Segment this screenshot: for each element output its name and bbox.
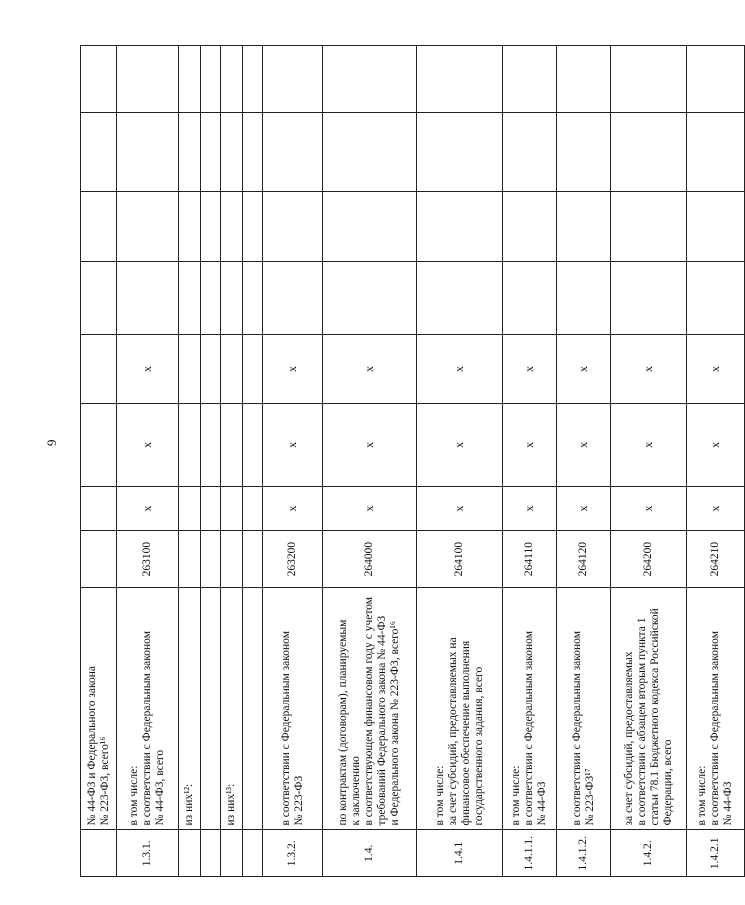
row-number-cell [221,830,243,877]
value-cell: x [323,335,417,404]
value-cell [503,262,557,335]
value-cell [117,112,179,191]
value-cell [243,46,263,113]
page-number: 9 [44,439,59,446]
table-row [201,46,221,877]
table-row [243,46,263,877]
value-cell [611,112,687,191]
row-code-cell: 263200 [263,531,323,588]
value-cell [201,262,221,335]
description-line: № 44-ФЗ [722,781,734,826]
description-line: к заключению [350,756,362,826]
row-description-cell [179,587,201,830]
row-description-cell [687,587,745,830]
value-cell: x [557,486,611,530]
value-cell [417,262,503,335]
row-code-cell [179,531,201,588]
row-description-cell [323,587,417,830]
description-line: № 44-ФЗ и Федерального закона [85,666,98,826]
value-cell [221,335,243,404]
table-row [263,46,323,877]
value-cell: x [687,403,745,486]
value-cell [243,112,263,191]
value-cell [179,112,201,191]
description-line: из них¹²: [183,783,195,826]
value-cell [243,191,263,262]
row-code-cell [81,531,117,588]
value-cell [221,191,243,262]
value-cell: x [263,335,323,404]
row-description-cell [503,587,557,830]
row-code-cell: 264200 [611,531,687,588]
value-cell [323,191,417,262]
table-row [221,46,243,877]
row-number-cell [201,830,221,877]
description-line: № 44-ФЗ [536,781,548,826]
row-number-cell: 1.4.1.1. [503,830,557,877]
value-cell [557,46,611,113]
description-line: № 223-ФЗ, всего¹⁶ [98,736,111,826]
table-row [179,46,201,877]
value-cell [263,262,323,335]
row-number-cell: 1.4.2. [611,830,687,877]
description-line: в том числе: [433,765,446,826]
report-table [80,45,745,877]
value-cell [179,335,201,404]
description-line: из них¹³: [225,783,237,826]
description-line: № 223-ФЗ [292,775,305,826]
value-cell [179,262,201,335]
description-line: в том числе: [510,765,522,826]
value-cell [687,262,745,335]
value-cell: x [611,486,687,530]
row-code-cell: 264120 [557,531,611,588]
value-cell [503,46,557,113]
value-cell [201,403,221,486]
description-line: в том числе: [696,765,708,826]
value-cell [201,191,221,262]
value-cell [243,335,263,404]
row-description-cell [611,587,687,830]
value-cell [323,112,417,191]
row-number-cell [243,830,263,877]
value-cell [417,46,503,113]
value-cell: x [611,403,687,486]
value-cell: x [557,335,611,404]
row-description-cell [557,587,611,830]
value-cell: x [117,403,179,486]
value-cell: x [417,403,503,486]
row-description-cell [243,587,263,830]
row-code-cell: 264110 [503,531,557,588]
table-row [557,46,611,877]
description-line: и Федерального закона № 223-ФЗ, всего¹⁶ [389,621,401,826]
value-cell [323,46,417,113]
row-number-cell: 1.3.1. [117,830,179,877]
value-cell: x [263,486,323,530]
value-cell [263,46,323,113]
value-cell [323,262,417,335]
value-cell: x [417,486,503,530]
value-cell [557,112,611,191]
value-cell: x [503,403,557,486]
value-cell: x [557,403,611,486]
value-cell [179,191,201,262]
row-number-cell: 1.4. [323,830,417,877]
row-number-cell [179,830,201,877]
row-number-cell: 1.3.2. [263,830,323,877]
value-cell [81,486,117,530]
description-line: требований Федерального закона № 44-ФЗ [376,615,388,826]
description-line: в соответствии с абзацем вторым пункта 1 [635,617,648,826]
value-cell [557,191,611,262]
value-cell [81,335,117,404]
value-cell [557,262,611,335]
row-number-cell: 1.4.1.2. [557,830,611,877]
row-description-cell [81,587,117,830]
description-line: в соответствии с Федеральным законом [279,631,292,826]
table-row [611,46,687,877]
value-cell [611,191,687,262]
value-cell: x [117,335,179,404]
description-line: за счет субсидий, предоставляемых [622,651,635,826]
row-number-cell [81,830,117,877]
value-cell [117,46,179,113]
description-line: в том числе: [128,765,140,826]
value-cell: x [263,403,323,486]
value-cell: x [323,486,417,530]
row-code-cell: 263100 [117,531,179,588]
description-line: в соответствии с Федеральным законом [141,631,153,826]
value-cell [687,112,745,191]
value-cell [81,191,117,262]
description-line: № 223-ФЗ¹⁷ [583,768,596,826]
value-cell [201,335,221,404]
value-cell [201,486,221,530]
description-line: № 44-ФЗ, всего [154,749,166,826]
row-description-cell [221,587,243,830]
value-cell: x [417,335,503,404]
description-line: в соответствии с Федеральным законом [570,631,583,826]
description-line: по контрактам (договорам), планируемым [337,619,349,826]
value-cell [201,46,221,113]
value-cell [687,191,745,262]
value-cell: x [503,335,557,404]
row-number-cell: 1.4.2.1 [687,830,745,877]
value-cell [221,46,243,113]
rotated-table-wrapper [80,45,734,877]
value-cell: x [503,486,557,530]
value-cell [417,112,503,191]
value-cell [117,262,179,335]
value-cell [201,112,221,191]
value-cell [117,191,179,262]
table-row [81,46,117,877]
table-row [417,46,503,877]
description-line: государственного задания, всего [472,666,485,826]
value-cell [503,191,557,262]
table-row [323,46,417,877]
value-cell: x [323,403,417,486]
value-cell: x [611,335,687,404]
description-line: в соответствии с Федеральным законом [709,631,721,826]
row-code-cell [243,531,263,588]
value-cell [243,403,263,486]
row-code-cell [201,531,221,588]
table-row [687,46,745,877]
value-cell [503,112,557,191]
description-line: в соответствующем финансовом году с учетом [363,596,375,826]
value-cell [611,262,687,335]
description-line: в соответствии с Федеральным законом [523,631,535,826]
value-cell [263,191,323,262]
row-description-cell [117,587,179,830]
value-cell [179,403,201,486]
value-cell: x [117,486,179,530]
row-code-cell: 264000 [323,531,417,588]
value-cell [687,46,745,113]
description-line: статьи 78.1 Бюджетного кодекса Российской [648,608,661,826]
value-cell [243,486,263,530]
row-code-cell [221,531,243,588]
table-row [503,46,557,877]
value-cell [263,112,323,191]
value-cell [221,112,243,191]
value-cell [81,46,117,113]
row-code-cell: 264100 [417,531,503,588]
description-line: за счет субсидий, предоставляемых на [446,637,459,826]
row-description-cell [417,587,503,830]
value-cell [417,191,503,262]
table-body [81,46,745,877]
row-description-cell [201,587,221,830]
value-cell [81,403,117,486]
value-cell: x [687,335,745,404]
value-cell [221,262,243,335]
value-cell [221,403,243,486]
description-line: Федерации, всего [661,739,674,826]
value-cell [179,486,201,530]
table-row [117,46,179,877]
value-cell [221,486,243,530]
row-number-cell: 1.4.1 [417,830,503,877]
value-cell [243,262,263,335]
description-line: финансовое обеспечение выполнения [459,640,472,826]
value-cell [179,46,201,113]
value-cell [81,262,117,335]
value-cell: x [687,486,745,530]
value-cell [81,112,117,191]
value-cell [611,46,687,113]
row-description-cell [263,587,323,830]
row-code-cell: 264210 [687,531,745,588]
